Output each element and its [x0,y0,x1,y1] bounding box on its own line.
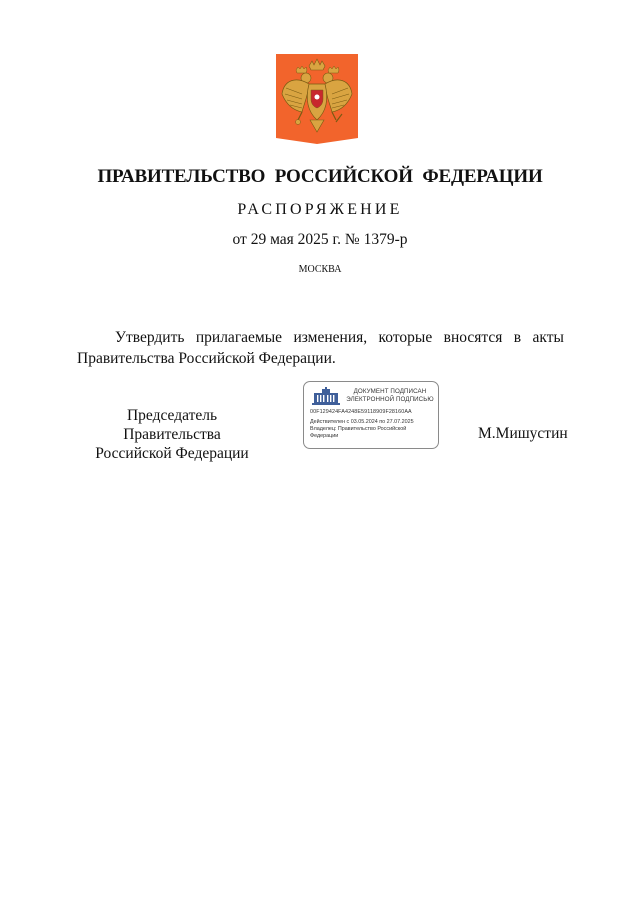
certificate-owner: Владелец: Правительство Российской Федерации [310,426,407,439]
electronic-signature-stamp [303,381,439,449]
signer-position-line-2: Российской Федерации [95,445,249,462]
stamp-heading-line-2: ЭЛЕКТРОННОЙ ПОДПИСЬЮ [346,396,434,403]
signer-name: М.Мишустин [478,425,568,442]
order-word: Утвердить [115,329,185,346]
government-building-icon [310,387,342,406]
certificate-validity: Действителен с 03.05.2024 по 27.07.2025 [310,419,414,425]
signer-position-line-1: Председатель Правительства [123,407,221,443]
document-date-number: от 29 мая 2025 г. № 1379-р [232,231,408,248]
order-text [77,327,564,369]
stamp-heading [344,388,436,404]
stamp-heading-line-1: ДОКУМЕНТ ПОДПИСАН [353,388,427,395]
certificate-number: 00F129424FA4248E59118909F28160AA [310,409,412,415]
government-title: ПРАВИТЕЛЬСТВО РОССИЙСКОЙ ФЕДЕРАЦИИ [97,166,543,187]
order-word: в [513,329,522,346]
issue-city: МОСКВА [298,264,342,275]
order-word: прилагаемые [195,329,283,346]
order-word: акты [532,329,564,346]
signer-position [77,406,267,463]
order-word: изменения, [293,329,368,346]
order-text-line-1 [77,327,564,348]
order-word: которые [378,329,433,346]
order-word: вносятся [443,329,503,346]
order-text-line-2: Правительства Российской Федерации. [77,350,336,367]
coat-of-arms-emblem [276,54,358,144]
document-type: РАСПОРЯЖЕНИЕ [237,201,403,218]
